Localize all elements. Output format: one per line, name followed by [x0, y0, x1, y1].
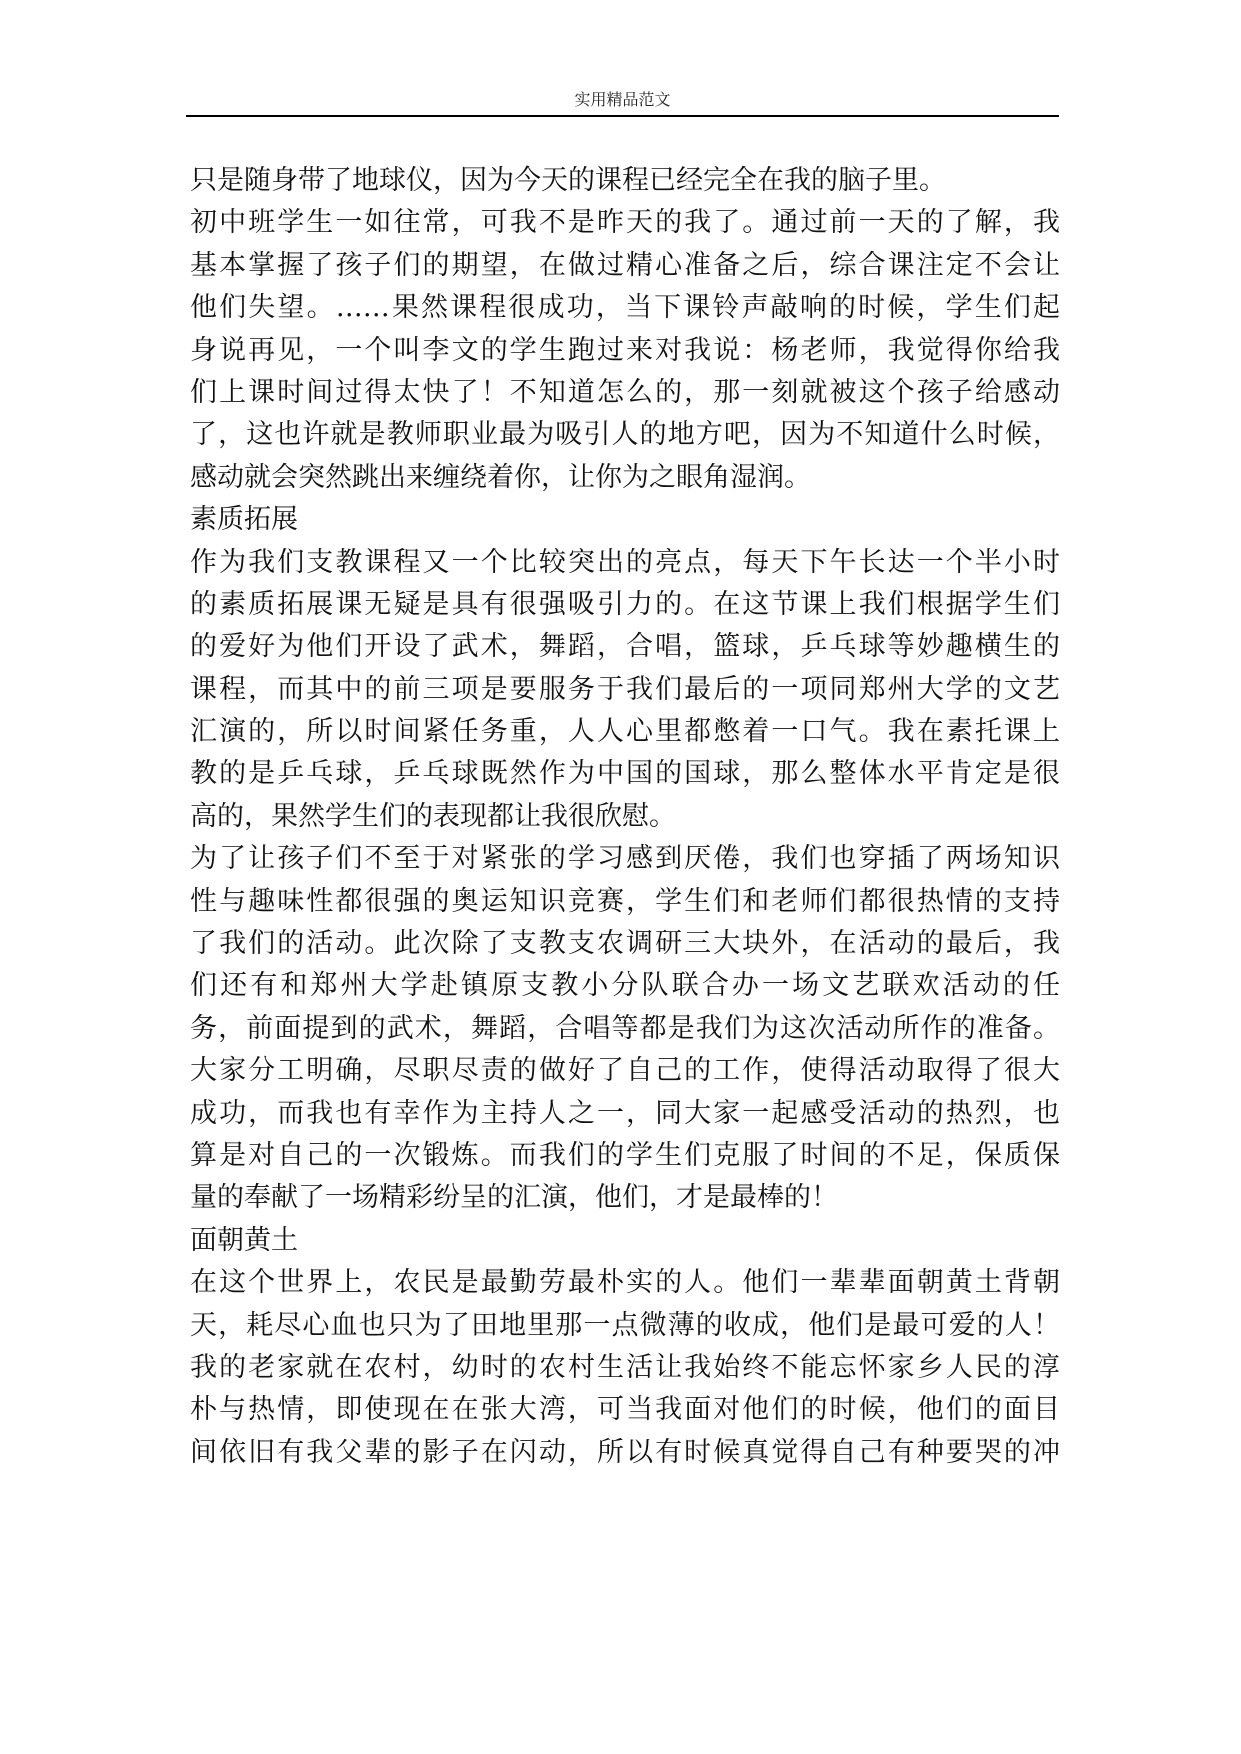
text-line: 的素质拓展课无疑是具有很强吸引力的。在这节课上我们根据学生们: [190, 588, 1060, 620]
text-line: 们上课时间过得太快了！不知道怎么的，那一刻就被这个孩子给感动: [190, 376, 1060, 408]
text-line: 了我们的活动。此次除了支教支农调研三大块外，在活动的最后，我: [190, 928, 1060, 960]
text-line: 身说再见，一个叫李文的学生跑过来对我说：杨老师，我觉得你给我: [190, 334, 1060, 366]
text-line: 成功，而我也有幸作为主持人之一，同大家一起感受活动的热烈，也: [190, 1097, 1060, 1129]
text-line: 天，耗尽心血也只为了田地里那一点微薄的收成，他们是最可爱的人！: [190, 1309, 1060, 1341]
text-line: 素质拓展: [190, 504, 298, 536]
text-line: 在这个世界上，农民是最勤劳最朴实的人。他们一辈辈面朝黄土背朝: [190, 1267, 1060, 1299]
text-line: 量的奉献了一场精彩纷呈的汇演，他们，才是最棒的！: [190, 1182, 838, 1214]
text-line: 的爱好为他们开设了武术，舞蹈，合唱，篮球，乒乓球等妙趣横生的: [190, 631, 1060, 663]
text-line: 我的老家就在农村，幼时的农村生活让我始终不能忘怀家乡人民的淳: [190, 1351, 1060, 1383]
text-line: 只是随身带了地球仪，因为今天的课程已经完全在我的脑子里。: [190, 165, 946, 196]
text-line: 们还有和郑州大学赴镇原支教小分队联合办一场文艺联欢活动的任: [190, 970, 1060, 1002]
text-line: 作为我们支教课程又一个比较突出的亮点，每天下午长达一个半小时: [190, 546, 1060, 578]
text-line: 课程，而其中的前三项是要服务于我们最后的一项同郑州大学的文艺: [190, 673, 1060, 705]
text-line: 他们失望。……果然课程很成功，当下课铃声敲响的时候，学生们起: [190, 292, 1060, 324]
text-line: 为了让孩子们不至于对紧张的学习感到厌倦，我们也穿插了两场知识: [190, 843, 1060, 875]
document-body: [190, 160, 1060, 1474]
text-line: 务，前面提到的武术，舞蹈，合唱等都是我们为这次活动所作的准备。: [190, 1012, 1060, 1044]
text-line: 朴与热情，即使现在在张大湾，可当我面对他们的时候，他们的面目: [190, 1394, 1060, 1426]
text-line: 教的是乒乓球，乒乓球既然作为中国的国球，那么整体水平肯定是很: [190, 758, 1060, 790]
text-line: 面朝黄土: [190, 1224, 298, 1256]
text-line: 感动就会突然跳出来缠绕着你，让你为之眼角湿润。: [190, 461, 811, 493]
text-line: 高的，果然学生们的表现都让我很欣慰。: [190, 800, 676, 832]
text-line: 基本掌握了孩子们的期望，在做过精心准备之后，综合课注定不会让: [190, 249, 1060, 281]
text-line: 算是对自己的一次锻炼。而我们的学生们克服了时间的不足，保质保: [190, 1139, 1060, 1171]
header-rule: [186, 115, 1059, 117]
text-line: 汇演的，所以时间紧任务重，人人心里都憋着一口气。我在素托课上: [190, 716, 1060, 748]
text-line: 大家分工明确，尽职尽责的做好了自己的工作，使得活动取得了很大: [190, 1055, 1060, 1087]
text-line: 间依旧有我父辈的影子在闪动，所以有时候真觉得自己有种要哭的冲: [190, 1436, 1060, 1468]
text-line: 性与趣味性都很强的奥运知识竞赛，学生们和老师们都很热情的支持: [190, 885, 1060, 917]
page-header: 实用精品范文: [574, 90, 671, 109]
text-line: 初中班学生一如往常，可我不是昨天的我了。通过前一天的了解，我: [190, 207, 1060, 239]
text-line: 了，这也许就是教师职业最为吸引人的地方吧，因为不知道什么时候，: [190, 419, 1060, 451]
